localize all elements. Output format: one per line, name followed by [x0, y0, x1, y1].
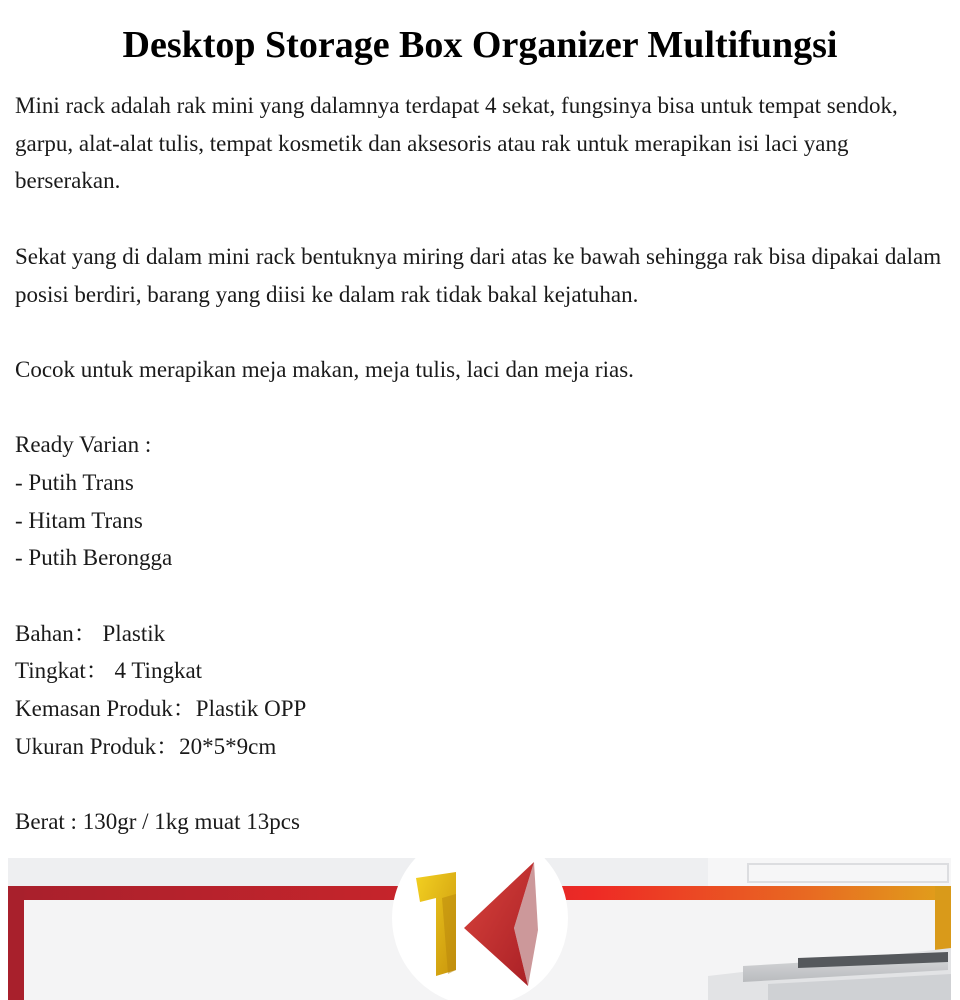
variants-heading: Ready Varian : — [15, 432, 152, 458]
description-paragraph: Sekat yang di dalam mini rack bentuknya miring dari atas ke bawah sehingga rak bisa dipakai dalam posisi berdiri, barang yang diisi ke dalam rak tidak bakal kejatuhan. — [15, 243, 942, 307]
description-paragraph: Cocok untuk merapikan meja makan, meja tulis, laci dan meja rias. — [15, 356, 634, 382]
spec-weight: Berat : 130gr / 1kg muat 13pcs — [15, 809, 300, 835]
spec-material: Bahan： Plastik — [15, 620, 166, 646]
variant-item: - Hitam Trans — [15, 507, 143, 533]
product-description — [15, 87, 945, 841]
variant-item: - Putih Trans — [15, 469, 134, 495]
spec-tier: Tingkat： 4 Tingkat — [15, 658, 203, 684]
description-paragraph: Mini rack adalah rak mini yang dalamnya terdapat 4 sekat, fungsinya bisa untuk tempat sendok, garpu, alat-alat tulis, tempat kosmetik dan aksesoris atau rak untuk merapikan isi laci yang berserakan. — [15, 93, 898, 194]
variant-item: - Putih Berongga — [15, 545, 173, 571]
spec-packaging: Kemasan Produk：Plastik OPP — [15, 696, 307, 722]
page-title: Desktop Storage Box Organizer Multifungsi — [122, 24, 838, 66]
spec-size: Ukuran Produk：20*5*9cm — [15, 733, 277, 759]
1k-logo-icon — [392, 858, 568, 1000]
product-banner-image — [8, 858, 951, 1000]
